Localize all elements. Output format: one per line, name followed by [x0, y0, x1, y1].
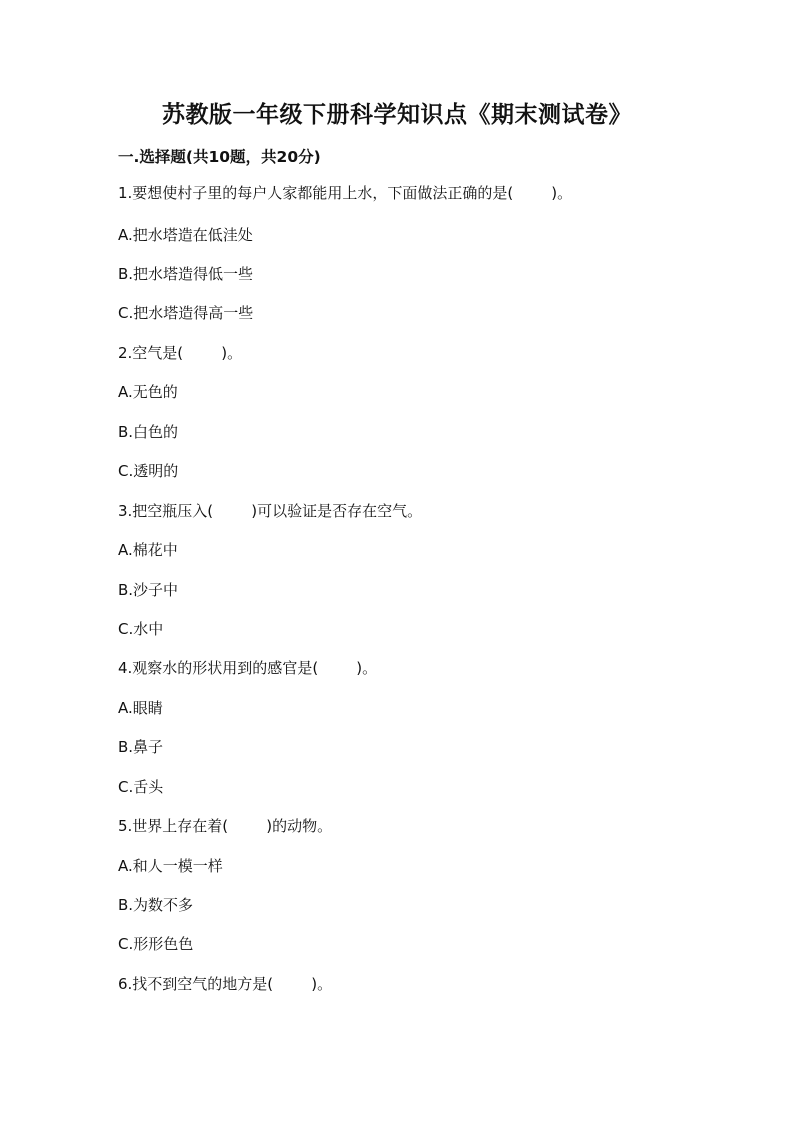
- question-1-stem: 1.要想使村子里的每户人家都能用上水，下面做法正确的是( )。: [118, 184, 573, 202]
- question-5-option-c: C.形形色色: [118, 935, 194, 953]
- question-3-stem: 3.把空瓶压入( )可以验证是否存在空气。: [118, 502, 423, 520]
- question-2-stem: 2.空气是( )。: [118, 344, 243, 362]
- question-1-option-a: A.把水塔造在低洼处: [118, 226, 253, 244]
- question-4-option-c: C.舌头: [118, 778, 164, 796]
- question-4-option-b: B.鼻子: [118, 738, 164, 756]
- question-5-option-a: A.和人一模一样: [118, 857, 223, 875]
- question-3-option-b: B.沙子中: [118, 581, 179, 599]
- question-3-option-c: C.水中: [118, 620, 164, 638]
- page-title: 苏教版一年级下册科学知识点《期末测试卷》: [162, 101, 632, 128]
- question-5-stem: 5.世界上存在着( )的动物。: [118, 817, 333, 835]
- question-4-option-a: A.眼睛: [118, 699, 163, 717]
- question-2-option-c: C.透明的: [118, 462, 179, 480]
- question-1-option-c: C.把水塔造得高一些: [118, 304, 254, 322]
- section-heading: 一.选择题(共10题，共20分): [118, 148, 321, 166]
- question-2-option-a: A.无色的: [118, 383, 178, 401]
- question-3-option-a: A.棉花中: [118, 541, 178, 559]
- question-2-option-b: B.白色的: [118, 423, 179, 441]
- question-6-stem: 6.找不到空气的地方是( )。: [118, 975, 333, 993]
- question-1-option-b: B.把水塔造得低一些: [118, 265, 254, 283]
- question-4-stem: 4.观察水的形状用到的感官是( )。: [118, 659, 378, 677]
- question-5-option-b: B.为数不多: [118, 896, 194, 914]
